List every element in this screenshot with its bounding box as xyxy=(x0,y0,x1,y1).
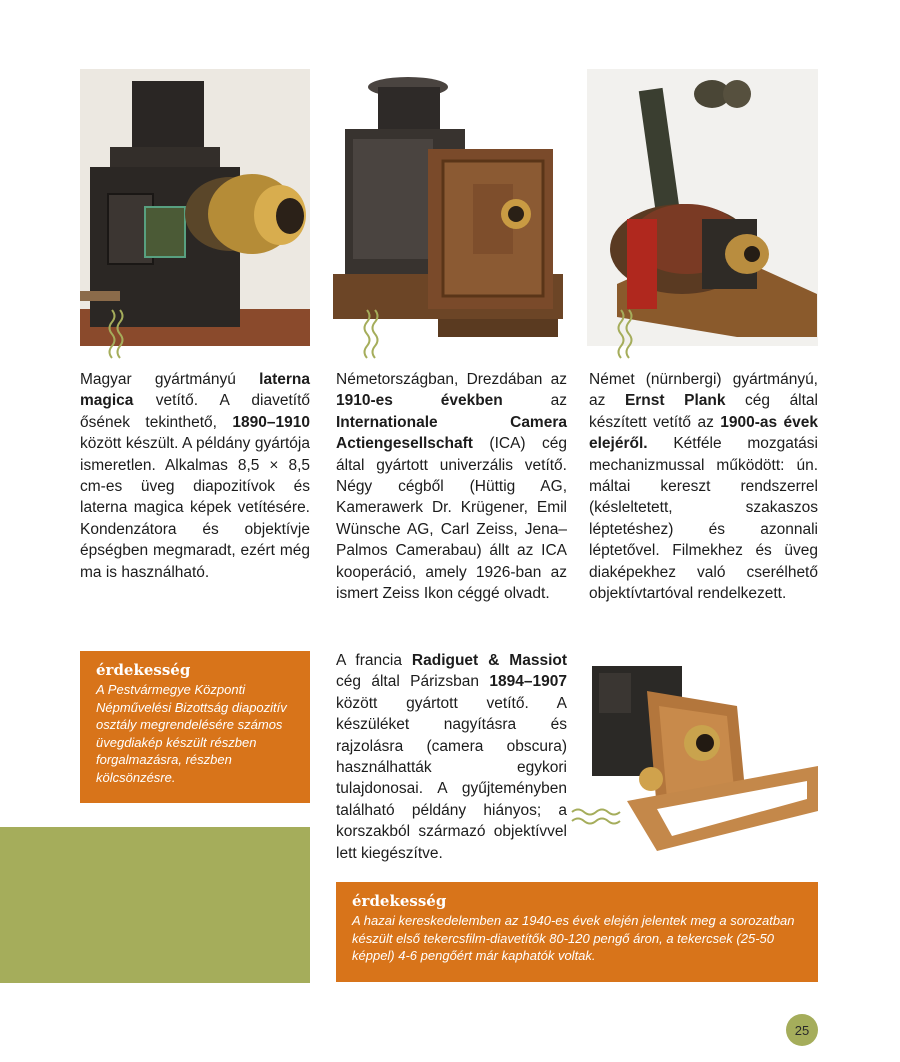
caption-text: cég által Párizsban xyxy=(336,673,490,691)
ica-projector-photo xyxy=(333,69,568,346)
caption-text: között készült. A példány gyártója ismeretlen. Alkalmas 8,5 × 8,5 cm-es üveg diapozitívok és laterna magica képek vetítésére. Kondenzátora és objektívje épségben megmaradt, ezért még ma is használható. xyxy=(80,435,310,581)
caption-highlight: Ernst Plank xyxy=(624,392,726,410)
squiggle-decoration xyxy=(362,308,382,360)
caption-highlight: Internationale Camera Actiengesellschaft xyxy=(336,413,567,453)
caption-text: között gyártott vetítő. A készüléket nagyításra és rajzolásra (camera obscura) használhatták egykori tulajdonosai. A gyűjteményben található példány hiányos; a korszakból származó objektívvel lett kiegészítve. xyxy=(336,694,567,862)
ica-caption xyxy=(336,369,567,604)
caption-highlight: laterna magica xyxy=(80,371,310,410)
caption-text: Kétféle mozgatási mechanizmussal működött: ún. máltai kereszt rendszerrel (késleltetett, szakaszos léptetéshez) és azonnali léptetővel. Filmekhez és üveg diaképekhez való cserélhető objektívtartóval rendelkezett. xyxy=(589,435,818,603)
caption-highlight: 1894–1907 xyxy=(489,673,567,691)
caption-highlight: Radiguet & Massiot xyxy=(411,652,568,669)
caption-highlight: 1890–1910 xyxy=(232,413,310,431)
decorative-block xyxy=(0,827,310,983)
fun-fact-title: érdekesség xyxy=(352,892,447,910)
fun-fact-text: A hazai kereskedelemben az 1940-es évek elején jelentek meg a sorozatban készült első tekercsfilm-diavetítők 80-120 pengő áron, a tekercsek (25-50 képpel) 4-6 pengőért már kaphatók voltak. xyxy=(352,913,795,963)
caption-text: (ICA) cég által gyártott univerzális vetítő. Négy cégből (Hüttig AG, Kamerawerk Dr. Krügener, Emil Wünsche AG, Carl Zeiss, Jena–Palmos Camerabau) állt az ICA kooperáció, amely 1926-ban az ismert Zeiss Ikon céggé olvadt. xyxy=(336,435,567,603)
squiggle-decoration xyxy=(616,308,636,360)
fun-fact-text: A Pestvármegye Központi Népművelési Bizottság diapozitív osztály megrendelésére számos üvegdiakép készült részben forgalmazásra, részben kölcsönzésre. xyxy=(96,682,287,785)
page-number: 25 xyxy=(786,1014,818,1046)
caption-text: Magyar gyártmányú xyxy=(80,371,260,388)
fun-fact-box xyxy=(336,882,818,982)
plank-caption xyxy=(589,369,818,604)
laterna-magica-caption xyxy=(80,369,310,583)
squiggle-decoration xyxy=(107,308,127,360)
caption-text: cég által készített vetítő az xyxy=(589,392,818,431)
caption-text: az xyxy=(502,392,567,410)
caption-highlight: 1910-es években xyxy=(336,392,503,410)
radiguet-caption xyxy=(336,650,567,864)
plank-projector-photo xyxy=(587,69,818,346)
caption-highlight: 1900-as évek elejéről. xyxy=(589,413,819,453)
fun-fact-box xyxy=(80,651,310,803)
magic-lantern-photo xyxy=(80,69,310,346)
caption-text: Német (nürnbergi) gyártmányú, az xyxy=(589,371,818,410)
caption-text: Németországban, Drezdában az xyxy=(336,371,567,388)
fun-fact-title: érdekesség xyxy=(96,661,191,679)
squiggle-decoration xyxy=(570,806,626,828)
caption-text: A francia xyxy=(336,652,412,669)
caption-text: vetítő. A diavetítő ősének tekinthető, xyxy=(80,392,310,431)
